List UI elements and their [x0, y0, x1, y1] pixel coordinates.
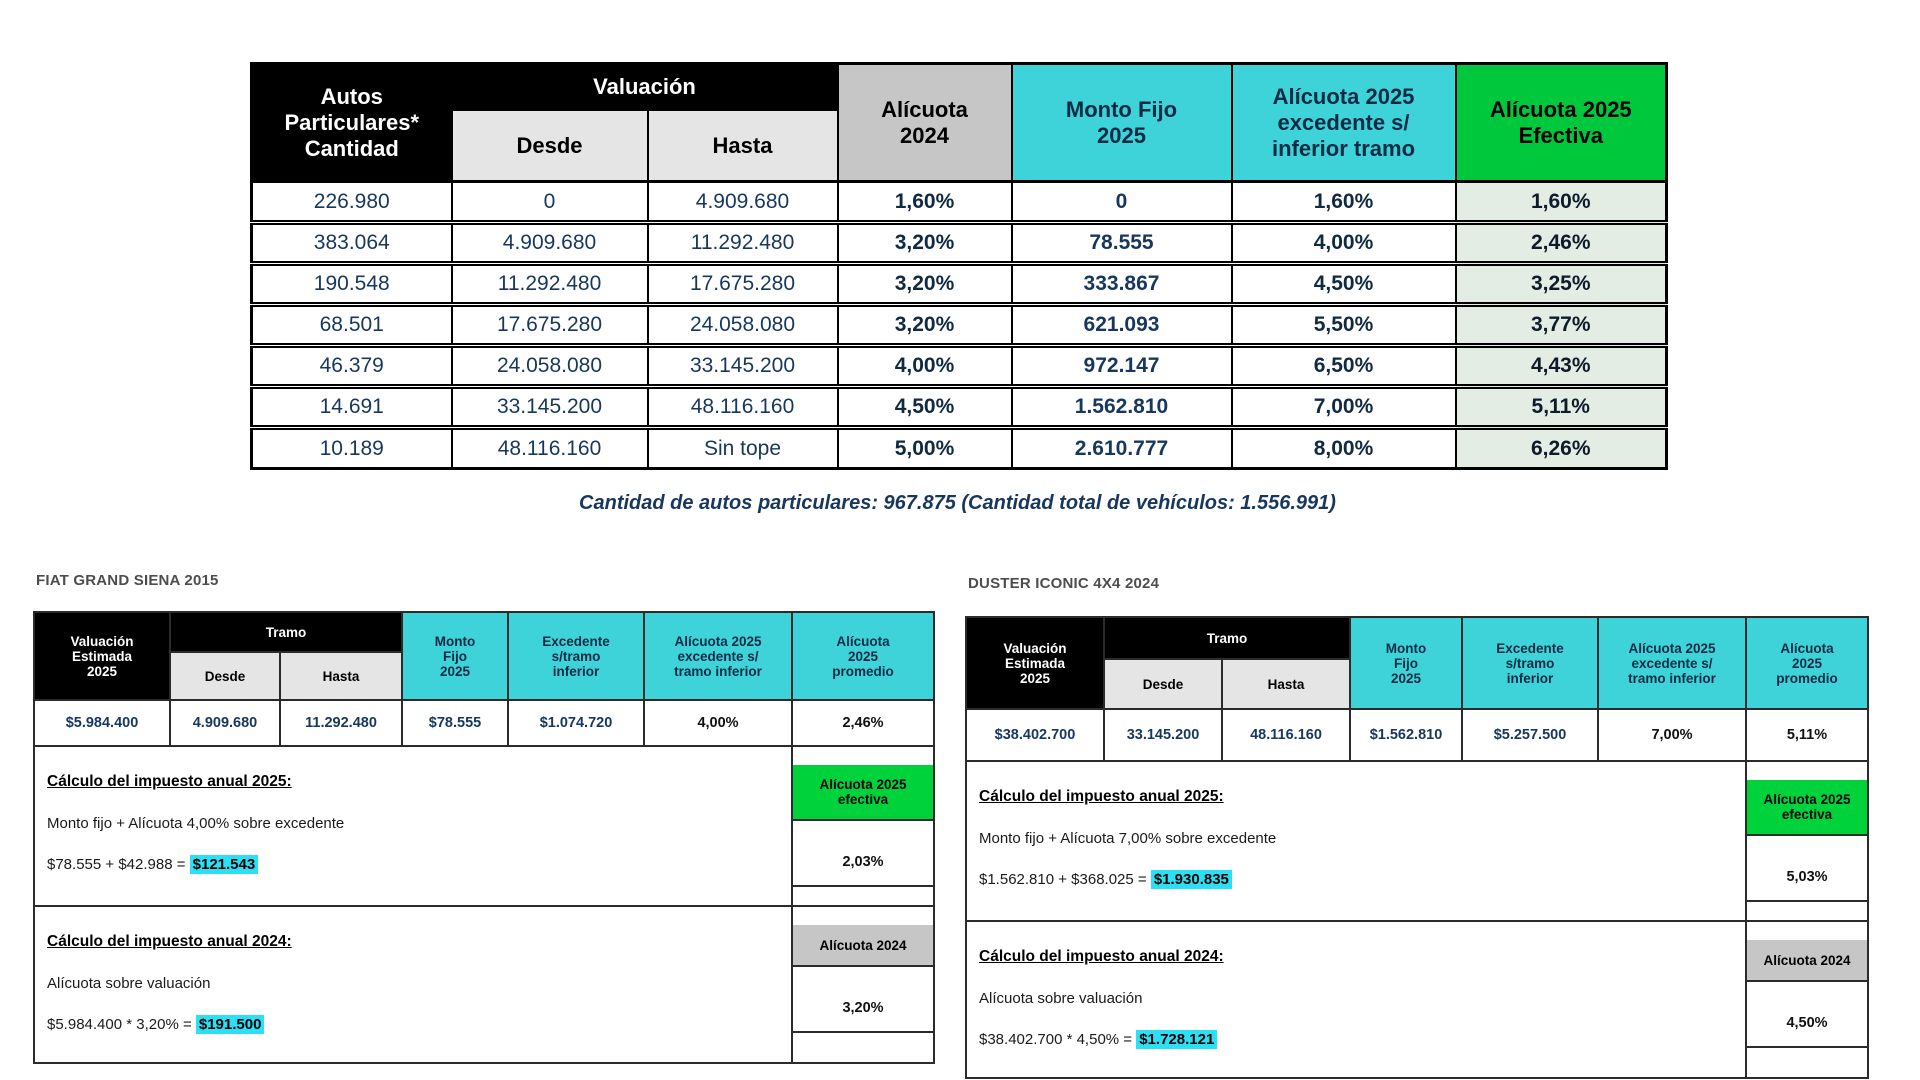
main-table-cell: 78.555	[1012, 223, 1232, 264]
header-tramo: Tramo	[170, 612, 402, 652]
example-table-cell: $1.562.810	[1350, 709, 1462, 761]
alicuota-2024-value: 3,20%	[793, 985, 933, 1033]
header-monto-fijo-2025: Monto Fijo 2025	[1012, 64, 1232, 182]
calc-2024-method: Alícuota sobre valuación	[979, 990, 1143, 1007]
main-table-cell: 0	[1012, 182, 1232, 223]
main-table-cell: 33.145.200	[648, 346, 838, 387]
main-table-cell: 24.058.080	[648, 305, 838, 346]
header-excedente: Excedente s/tramo inferior	[508, 612, 644, 700]
main-table-cell: 4,50%	[838, 387, 1012, 428]
efectiva-value: 5,03%	[1747, 854, 1867, 902]
example-table-cell: 33.145.200	[1104, 709, 1222, 761]
example-table-cell: 48.116.160	[1222, 709, 1350, 761]
main-table-cell: 5,00%	[838, 428, 1012, 469]
header-hasta: Hasta	[1222, 659, 1350, 709]
header-desde: Desde	[452, 110, 648, 182]
efectiva-label: Alícuota 2025 efectiva	[793, 765, 933, 821]
header-alicuota-2025-excedente: Alícuota 2025 excedente s/ inferior tramo	[1232, 64, 1456, 182]
example-table-cell: 4,00%	[644, 700, 792, 746]
main-table-cell: 1,60%	[838, 182, 1012, 223]
main-table-row	[252, 305, 1667, 346]
alicuota-2024-label: Alícuota 2024	[793, 925, 933, 967]
main-table-cell: 2.610.777	[1012, 428, 1232, 469]
alicuota-2024-value: 4,50%	[1747, 1000, 1867, 1048]
main-table-cell: 14.691	[252, 387, 452, 428]
header-hasta: Hasta	[280, 652, 402, 700]
example-table-cell: 11.292.480	[280, 700, 402, 746]
main-table-cell: 4,00%	[838, 346, 1012, 387]
header-excedente: Excedente s/tramo inferior	[1462, 617, 1598, 709]
main-table-cell: 226.980	[252, 182, 452, 223]
header-desde: Desde	[170, 652, 280, 700]
example-table-duster	[965, 616, 1869, 1079]
main-table-cell: 3,20%	[838, 264, 1012, 305]
main-table-cell: 48.116.160	[452, 428, 648, 469]
example-table-cell: $38.402.700	[966, 709, 1104, 761]
main-table-cell: 2,46%	[1456, 223, 1667, 264]
example-title-duster: DUSTER ICONIC 4X4 2024	[968, 575, 1160, 592]
calc-2024-block	[966, 921, 1746, 1078]
calc-2025-method: Monto fijo + Alícuota 7,00% sobre excedente	[979, 830, 1277, 847]
main-table-cell: 6,50%	[1232, 346, 1456, 387]
main-table-cell: 0	[452, 182, 648, 223]
example-table-cell: $78.555	[402, 700, 508, 746]
main-table-cell: 5,11%	[1456, 387, 1667, 428]
main-table-cell: 46.379	[252, 346, 452, 387]
calc-2025-result: $1.930.835	[1151, 870, 1232, 889]
alicuota-2024-column	[792, 906, 934, 1063]
calc-2024-title: Cálculo del impuesto anual 2024:	[47, 933, 292, 950]
efectiva-value: 2,03%	[793, 839, 933, 887]
header-alicuota-excedente: Alícuota 2025 excedente s/ tramo inferior	[1598, 617, 1746, 709]
main-table-cell: 33.145.200	[452, 387, 648, 428]
calc-2025-title: Cálculo del impuesto anual 2025:	[47, 773, 292, 790]
main-table-cell: 48.116.160	[648, 387, 838, 428]
calc-2025-block	[34, 746, 792, 906]
calc-2025-title: Cálculo del impuesto anual 2025:	[979, 788, 1224, 805]
header-valuacion-estimada: Valuación Estimada 2025	[34, 612, 170, 700]
main-table-cell: 190.548	[252, 264, 452, 305]
totals-caption: Cantidad de autos particulares: 967.875 (Cantidad total de vehículos: 1.556.991)	[579, 492, 1336, 514]
main-rates-table-wrap	[250, 62, 1668, 470]
main-table-cell: 3,20%	[838, 305, 1012, 346]
main-table-cell: 333.867	[1012, 264, 1232, 305]
main-table-cell: 972.147	[1012, 346, 1232, 387]
calc-2024-title: Cálculo del impuesto anual 2024:	[979, 948, 1224, 965]
header-valuacion: Valuación	[452, 64, 838, 110]
main-table-row	[252, 387, 1667, 428]
calc-2024-formula: $5.984.400 * 3,20% = $191.500	[47, 1014, 779, 1037]
main-rates-table	[250, 62, 1668, 470]
calc-2024-formula: $38.402.700 * 4,50% = $1.728.121	[979, 1029, 1733, 1052]
example-table-fiat	[33, 611, 935, 1064]
header-autos-particulares: Autos Particulares* Cantidad	[252, 64, 452, 182]
main-table-cell: 10.189	[252, 428, 452, 469]
example-table-cell: 5,11%	[1746, 709, 1868, 761]
calc-2024-method: Alícuota sobre valuación	[47, 975, 211, 992]
main-table-cell: 4,43%	[1456, 346, 1667, 387]
main-table-row	[252, 182, 1667, 223]
calc-2025-method: Monto fijo + Alícuota 4,00% sobre excedente	[47, 815, 345, 832]
header-tramo: Tramo	[1104, 617, 1350, 659]
calc-2025-formula: $1.562.810 + $368.025 = $1.930.835	[979, 869, 1733, 892]
efectiva-column	[792, 746, 934, 906]
example-table-cell: $5.984.400	[34, 700, 170, 746]
main-table-cell: 1,60%	[1232, 182, 1456, 223]
calc-2025-formula: $78.555 + $42.988 = $121.543	[47, 854, 779, 877]
main-table-cell: 3,77%	[1456, 305, 1667, 346]
main-table-cell: 3,25%	[1456, 264, 1667, 305]
main-table-cell: 6,26%	[1456, 428, 1667, 469]
main-table-cell: 68.501	[252, 305, 452, 346]
header-alicuota-promedio: Alícuota 2025 promedio	[792, 612, 934, 700]
main-table-cell: 383.064	[252, 223, 452, 264]
main-table-cell: 11.292.480	[648, 223, 838, 264]
efectiva-label: Alícuota 2025 efectiva	[1747, 780, 1867, 836]
example-table-cell: $1.074.720	[508, 700, 644, 746]
header-alicuota-2025-efectiva: Alícuota 2025 Efectiva	[1456, 64, 1667, 182]
header-hasta: Hasta	[648, 110, 838, 182]
alicuota-2024-label: Alícuota 2024	[1747, 940, 1867, 982]
main-table-cell: 4,50%	[1232, 264, 1456, 305]
header-desde: Desde	[1104, 659, 1222, 709]
example-table-cell: 4.909.680	[170, 700, 280, 746]
example-table-cell: 7,00%	[1598, 709, 1746, 761]
header-alicuota-promedio: Alícuota 2025 promedio	[1746, 617, 1868, 709]
main-table-cell: 8,00%	[1232, 428, 1456, 469]
main-table-cell: 24.058.080	[452, 346, 648, 387]
header-monto-fijo: Monto Fijo 2025	[1350, 617, 1462, 709]
main-table-cell: 5,50%	[1232, 305, 1456, 346]
main-table-cell: Sin tope	[648, 428, 838, 469]
main-table-cell: 17.675.280	[648, 264, 838, 305]
main-table-cell: 4.909.680	[648, 182, 838, 223]
efectiva-column	[1746, 761, 1868, 921]
example-table-cell: $5.257.500	[1462, 709, 1598, 761]
main-table-row	[252, 264, 1667, 305]
example-title-fiat: FIAT GRAND SIENA 2015	[36, 572, 219, 589]
alicuota-2024-column	[1746, 921, 1868, 1078]
main-table-cell: 4.909.680	[452, 223, 648, 264]
main-table-cell: 11.292.480	[452, 264, 648, 305]
header-alicuota-2024: Alícuota 2024	[838, 64, 1012, 182]
main-table-cell: 4,00%	[1232, 223, 1456, 264]
main-table-row	[252, 346, 1667, 387]
example-data-row	[34, 700, 934, 746]
header-valuacion-estimada: Valuación Estimada 2025	[966, 617, 1104, 709]
main-table-cell: 3,20%	[838, 223, 1012, 264]
calc-2024-result: $191.500	[196, 1015, 265, 1034]
main-table-cell: 7,00%	[1232, 387, 1456, 428]
calc-2025-result: $121.543	[190, 855, 259, 874]
example-data-row	[966, 709, 1868, 761]
main-table-cell: 17.675.280	[452, 305, 648, 346]
main-table-row	[252, 428, 1667, 469]
calc-2025-block	[966, 761, 1746, 921]
main-table-cell: 621.093	[1012, 305, 1232, 346]
main-table-cell: 1,60%	[1456, 182, 1667, 223]
header-alicuota-excedente: Alícuota 2025 excedente s/ tramo inferior	[644, 612, 792, 700]
main-table-cell: 1.562.810	[1012, 387, 1232, 428]
main-table-row	[252, 223, 1667, 264]
header-monto-fijo: Monto Fijo 2025	[402, 612, 508, 700]
calc-2024-result: $1.728.121	[1136, 1030, 1217, 1049]
calc-2024-block	[34, 906, 792, 1063]
example-table-cell: 2,46%	[792, 700, 934, 746]
